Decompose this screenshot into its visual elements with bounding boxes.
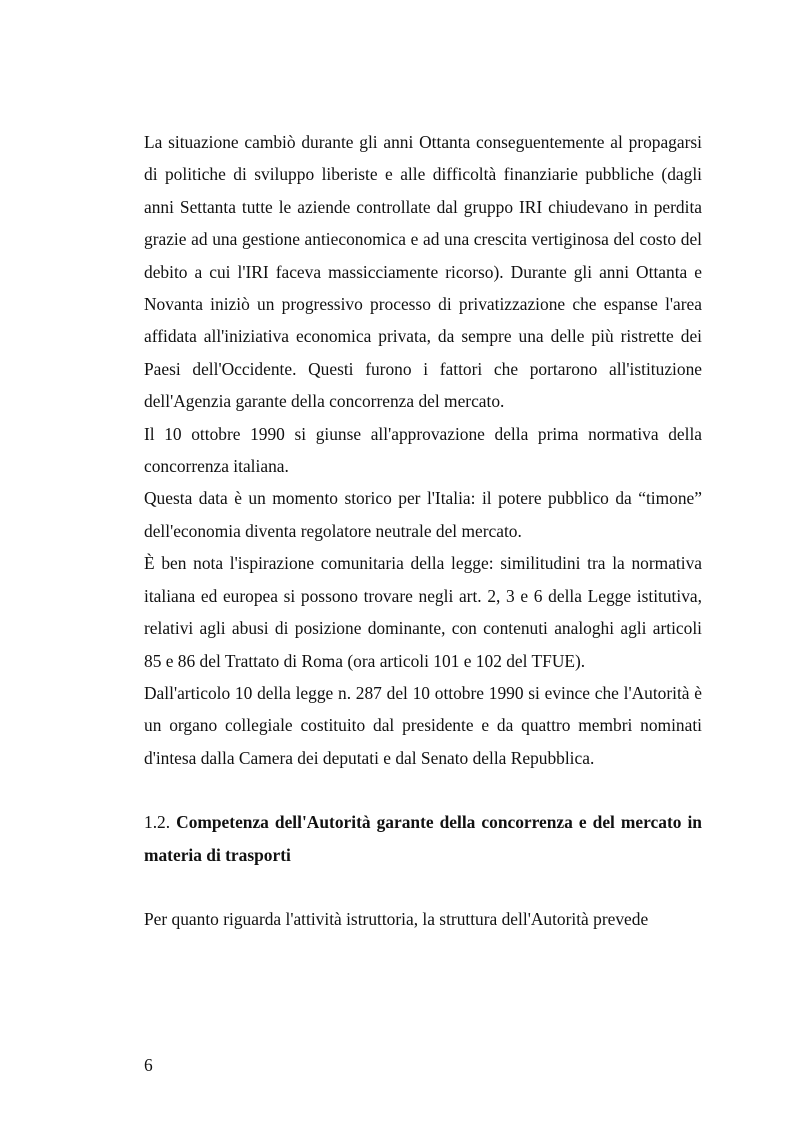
document-body xyxy=(144,126,702,935)
paragraph-ispirazione-comunitaria: È ben nota l'ispirazione comunitaria della legge: similitudini tra la normativa italiana ed europea si possono trovare negli art. 2, 3 e 6 della Legge istitutiva, relativi agli abusi di posizione dominante, con contenuti analoghi agli articoli 85 e 86 del Trattato di Roma (ora articoli 101 e 102 del TFUE). xyxy=(144,553,702,671)
paragraph-approvazione: Il 10 ottobre 1990 si giunse all'approvazione della prima normativa della concorrenza italiana. xyxy=(144,423,702,477)
page-number: 6 xyxy=(144,1055,153,1075)
section-number: 1.2. xyxy=(144,812,171,833)
paragraph-situazione: La situazione cambiò durante gli anni Ottanta conseguentemente al propagarsi di politiche di sviluppo liberiste e alle difficoltà finanziarie pubbliche (dagli anni Settanta tutte le aziende controllate dal gruppo IRI chiudevano in perdita grazie ad una gestione antieconomica e ad una crescita vertiginosa del costo del debito a cui l'IRI faceva massicciamente ricorso). Durante gli anni Ottanta e Novanta iniziò un progressivo processo di privatizzazione che espanse l'area affidata all'iniziativa economica privata, da sempre una delle più ristrette dei Paesi dell'Occidente. Questi furono i fattori che portarono all'istituzione dell'Agenzia garante della concorrenza del mercato. xyxy=(144,132,702,412)
paragraph-organo-collegiale: Dall'articolo 10 della legge n. 287 del 10 ottobre 1990 si evince che l'Autorità è un organo collegiale costituito dal presidente e da quattro membri nominati d'intesa dalla Camera dei deputati e dal Senato della Repubblica. xyxy=(144,682,702,768)
section-heading xyxy=(144,806,702,871)
paragraph-data-storica: Questa data è un momento storico per l'Italia: il potere pubblico da “timone” dell'economia diventa regolatore neutrale del mercato. xyxy=(144,488,702,541)
section-title: Competenza dell'Autorità garante della concorrenza e del mercato in materia di trasporti xyxy=(144,812,702,865)
paragraph-attivita-istruttoria: Per quanto riguarda l'attività istruttoria, la struttura dell'Autorità prevede xyxy=(144,908,649,929)
